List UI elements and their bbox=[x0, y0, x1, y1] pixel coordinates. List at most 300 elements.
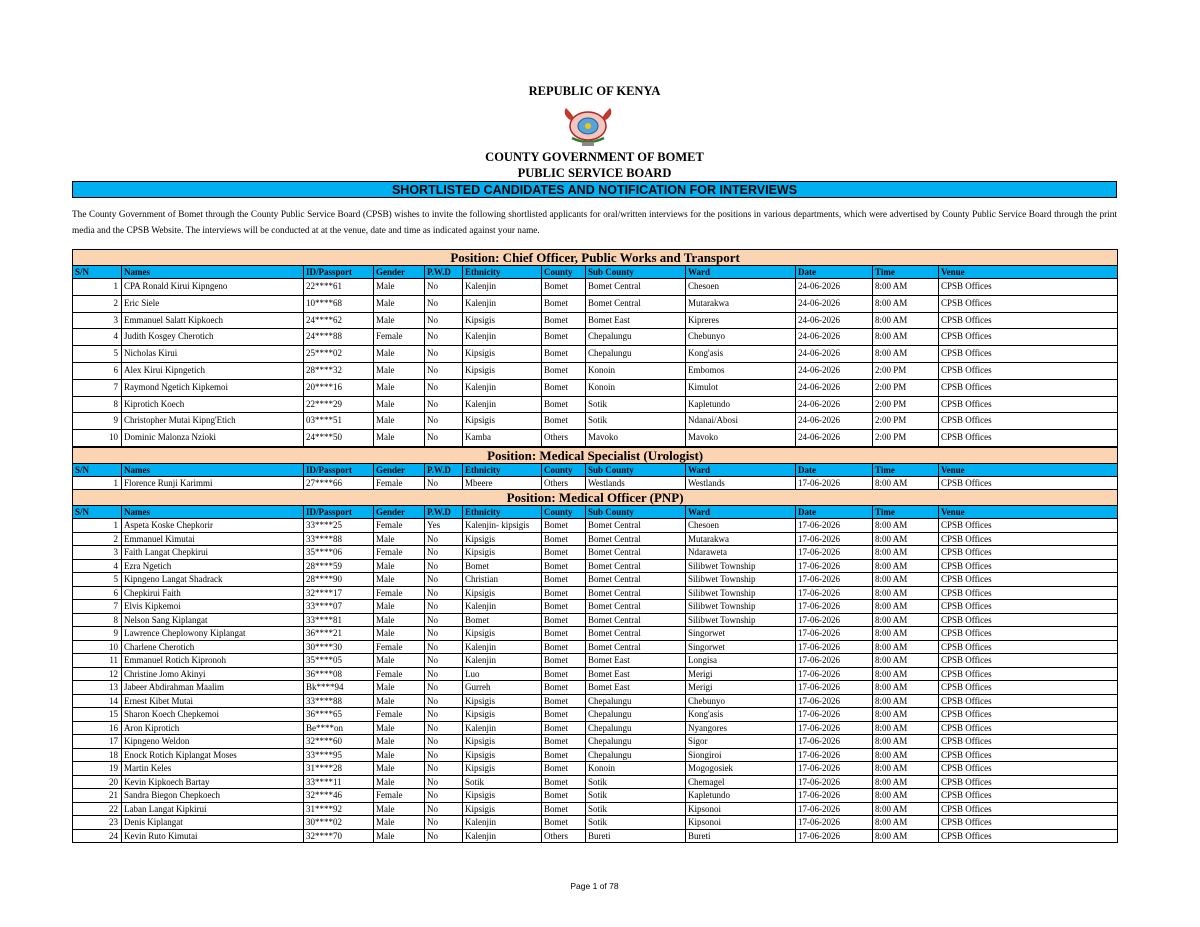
cell-venue: CPSB Offices bbox=[939, 640, 1118, 654]
cell-venue: CPSB Offices bbox=[939, 802, 1118, 816]
cell-date: 17-06-2026 bbox=[796, 775, 873, 789]
table-row bbox=[73, 829, 1118, 843]
column-header-date: Date bbox=[796, 464, 873, 477]
cell-id: 30****02 bbox=[304, 816, 374, 830]
cell-gender: Male bbox=[374, 279, 425, 296]
cell-date: 24-06-2026 bbox=[796, 329, 873, 346]
cell-county: Bomet bbox=[542, 613, 586, 627]
cell-ward: Silibwet Township bbox=[686, 559, 796, 573]
cell-venue: CPSB Offices bbox=[939, 613, 1118, 627]
cell-ethnicity: Sotik bbox=[463, 775, 542, 789]
cell-ethnicity: Kalenjin bbox=[463, 721, 542, 735]
column-header-venue: Venue bbox=[939, 266, 1118, 279]
cell-id: 20****16 bbox=[304, 379, 374, 396]
cell-id: 32****60 bbox=[304, 735, 374, 749]
cell-sn: 24 bbox=[73, 829, 122, 843]
cell-sn: 1 bbox=[73, 279, 122, 296]
cell-date: 17-06-2026 bbox=[796, 721, 873, 735]
cell-time: 8:00 AM bbox=[873, 816, 939, 830]
cell-county: Bomet bbox=[542, 519, 586, 533]
cell-id: 24****88 bbox=[304, 329, 374, 346]
cell-pwd: No bbox=[425, 829, 463, 843]
cell-ethnicity: Kipsigis bbox=[463, 627, 542, 641]
cell-name: CPA Ronald Kirui Kipngeno bbox=[122, 279, 304, 296]
cell-pwd: No bbox=[425, 532, 463, 546]
cell-sn: 15 bbox=[73, 708, 122, 722]
cell-name: Charlene Cherotich bbox=[122, 640, 304, 654]
cell-pwd: No bbox=[425, 477, 463, 491]
cell-id: 24****62 bbox=[304, 312, 374, 329]
cell-name: Kevin Ruto Kimutai bbox=[122, 829, 304, 843]
cell-pwd: No bbox=[425, 789, 463, 803]
cell-venue: CPSB Offices bbox=[939, 829, 1118, 843]
column-header-id: ID/Passport bbox=[304, 464, 374, 477]
table-row bbox=[73, 667, 1118, 681]
cell-subcounty: Bomet Central bbox=[586, 573, 686, 587]
cell-ethnicity: Kipsigis bbox=[463, 762, 542, 776]
cell-county: Bomet bbox=[542, 735, 586, 749]
cell-id: 33****95 bbox=[304, 748, 374, 762]
cell-id: 32****17 bbox=[304, 586, 374, 600]
cell-date: 17-06-2026 bbox=[796, 708, 873, 722]
cell-ward: Bureti bbox=[686, 829, 796, 843]
cell-subcounty: Sotik bbox=[586, 775, 686, 789]
cell-gender: Male bbox=[374, 802, 425, 816]
cell-county: Bomet bbox=[542, 627, 586, 641]
table-row bbox=[73, 295, 1118, 312]
cell-time: 8:00 AM bbox=[873, 789, 939, 803]
cell-subcounty: Bomet Central bbox=[586, 600, 686, 614]
table-row bbox=[73, 329, 1118, 346]
cell-pwd: No bbox=[425, 600, 463, 614]
position-title: Position: Chief Officer, Public Works and Transport bbox=[73, 250, 1118, 266]
cell-date: 24-06-2026 bbox=[796, 295, 873, 312]
table-row bbox=[73, 413, 1118, 430]
column-header-ethnicity: Ethnicity bbox=[463, 266, 542, 279]
cell-ethnicity: Kipsigis bbox=[463, 708, 542, 722]
cell-name: Nelson Sang Kiplangat bbox=[122, 613, 304, 627]
cell-pwd: No bbox=[425, 362, 463, 379]
cell-name: Kipngeno Weldon bbox=[122, 735, 304, 749]
cell-subcounty: Bomet Central bbox=[586, 532, 686, 546]
cell-time: 8:00 AM bbox=[873, 694, 939, 708]
cell-time: 8:00 AM bbox=[873, 748, 939, 762]
table-row bbox=[73, 362, 1118, 379]
cell-sn: 14 bbox=[73, 694, 122, 708]
cell-county: Bomet bbox=[542, 775, 586, 789]
cell-id: 28****32 bbox=[304, 362, 374, 379]
cell-gender: Male bbox=[374, 627, 425, 641]
cell-ward: Ndanai/Abosi bbox=[686, 413, 796, 430]
column-header-time: Time bbox=[873, 506, 939, 519]
cell-date: 17-06-2026 bbox=[796, 600, 873, 614]
table-row bbox=[73, 559, 1118, 573]
cell-sn: 18 bbox=[73, 748, 122, 762]
table-row bbox=[73, 546, 1118, 560]
cell-county: Bomet bbox=[542, 379, 586, 396]
cell-time: 8:00 AM bbox=[873, 667, 939, 681]
cell-pwd: No bbox=[425, 721, 463, 735]
cell-pwd: No bbox=[425, 762, 463, 776]
cell-sn: 7 bbox=[73, 600, 122, 614]
cell-id: 31****92 bbox=[304, 802, 374, 816]
column-header-ward: Ward bbox=[686, 464, 796, 477]
cell-time: 8:00 AM bbox=[873, 721, 939, 735]
cell-id: 33****88 bbox=[304, 532, 374, 546]
cell-pwd: No bbox=[425, 775, 463, 789]
table-row bbox=[73, 627, 1118, 641]
cell-county: Bomet bbox=[542, 532, 586, 546]
cell-id: 10****68 bbox=[304, 295, 374, 312]
cell-gender: Female bbox=[374, 708, 425, 722]
cell-date: 17-06-2026 bbox=[796, 735, 873, 749]
cell-id: Be****on bbox=[304, 721, 374, 735]
cell-pwd: No bbox=[425, 279, 463, 296]
column-header-row bbox=[73, 266, 1118, 279]
column-header-county: County bbox=[542, 506, 586, 519]
cell-id: 22****61 bbox=[304, 279, 374, 296]
table-row bbox=[73, 312, 1118, 329]
cell-county: Bomet bbox=[542, 802, 586, 816]
cell-gender: Male bbox=[374, 312, 425, 329]
cell-venue: CPSB Offices bbox=[939, 627, 1118, 641]
cell-venue: CPSB Offices bbox=[939, 312, 1118, 329]
cell-subcounty: Mavoko bbox=[586, 430, 686, 447]
cell-subcounty: Sotik bbox=[586, 802, 686, 816]
cell-time: 8:00 AM bbox=[873, 573, 939, 587]
cell-pwd: No bbox=[425, 346, 463, 363]
cell-sn: 6 bbox=[73, 586, 122, 600]
cell-name: Lawrence Cheplowony Kiplangat bbox=[122, 627, 304, 641]
cell-time: 2:00 PM bbox=[873, 362, 939, 379]
cell-subcounty: Chepalungu bbox=[586, 346, 686, 363]
cell-date: 17-06-2026 bbox=[796, 829, 873, 843]
cell-ward: Mutarakwa bbox=[686, 532, 796, 546]
cell-name: Martin Keles bbox=[122, 762, 304, 776]
table-row bbox=[73, 519, 1118, 533]
column-header-row bbox=[73, 506, 1118, 519]
cell-subcounty: Bomet Central bbox=[586, 586, 686, 600]
cell-county: Bomet bbox=[542, 346, 586, 363]
column-header-pwd: P.W.D bbox=[425, 266, 463, 279]
cell-subcounty: Bomet East bbox=[586, 681, 686, 695]
cell-date: 17-06-2026 bbox=[796, 477, 873, 491]
cell-gender: Female bbox=[374, 586, 425, 600]
cell-time: 2:00 PM bbox=[873, 396, 939, 413]
cell-pwd: Yes bbox=[425, 519, 463, 533]
column-header-time: Time bbox=[873, 266, 939, 279]
cell-gender: Male bbox=[374, 694, 425, 708]
cell-id: Bk****94 bbox=[304, 681, 374, 695]
cell-date: 24-06-2026 bbox=[796, 430, 873, 447]
cell-date: 17-06-2026 bbox=[796, 789, 873, 803]
cell-sn: 3 bbox=[73, 546, 122, 560]
cell-subcounty: Bomet Central bbox=[586, 627, 686, 641]
cell-pwd: No bbox=[425, 379, 463, 396]
cell-id: 33****11 bbox=[304, 775, 374, 789]
cell-venue: CPSB Offices bbox=[939, 735, 1118, 749]
cell-pwd: No bbox=[425, 816, 463, 830]
cell-sn: 3 bbox=[73, 312, 122, 329]
cell-id: 24****50 bbox=[304, 430, 374, 447]
cell-venue: CPSB Offices bbox=[939, 295, 1118, 312]
cell-subcounty: Bomet Central bbox=[586, 519, 686, 533]
cell-sn: 13 bbox=[73, 681, 122, 695]
cell-ethnicity: Kalenjin bbox=[463, 640, 542, 654]
table-row bbox=[73, 346, 1118, 363]
cell-ward: Kong'asis bbox=[686, 346, 796, 363]
column-header-ward: Ward bbox=[686, 266, 796, 279]
cell-date: 24-06-2026 bbox=[796, 312, 873, 329]
column-header-ethnicity: Ethnicity bbox=[463, 506, 542, 519]
cell-ward: Westlands bbox=[686, 477, 796, 491]
cell-sn: 6 bbox=[73, 362, 122, 379]
cell-id: 33****25 bbox=[304, 519, 374, 533]
cell-pwd: No bbox=[425, 413, 463, 430]
cell-venue: CPSB Offices bbox=[939, 667, 1118, 681]
cell-sn: 8 bbox=[73, 613, 122, 627]
cell-ward: Mavoko bbox=[686, 430, 796, 447]
cell-county: Bomet bbox=[542, 789, 586, 803]
cell-subcounty: Chepalungu bbox=[586, 694, 686, 708]
cell-county: Others bbox=[542, 829, 586, 843]
cell-date: 17-06-2026 bbox=[796, 681, 873, 695]
position-title: Position: Medical Specialist (Urologist) bbox=[73, 448, 1118, 464]
cell-time: 8:00 AM bbox=[873, 586, 939, 600]
cell-pwd: No bbox=[425, 312, 463, 329]
cell-name: Enock Rotich Kiplangat Moses bbox=[122, 748, 304, 762]
position-row bbox=[73, 250, 1118, 266]
cell-county: Bomet bbox=[542, 295, 586, 312]
cell-date: 17-06-2026 bbox=[796, 519, 873, 533]
table-row bbox=[73, 762, 1118, 776]
cell-gender: Female bbox=[374, 477, 425, 491]
county-heading: COUNTY GOVERNMENT OF BOMET bbox=[485, 150, 704, 164]
cell-pwd: No bbox=[425, 329, 463, 346]
table-row bbox=[73, 802, 1118, 816]
cell-time: 8:00 AM bbox=[873, 802, 939, 816]
cell-ethnicity: Kalenjin- kipsigis bbox=[463, 519, 542, 533]
cell-time: 2:00 PM bbox=[873, 430, 939, 447]
cell-pwd: No bbox=[425, 559, 463, 573]
column-header-venue: Venue bbox=[939, 506, 1118, 519]
cell-venue: CPSB Offices bbox=[939, 430, 1118, 447]
cell-subcounty: Sotik bbox=[586, 396, 686, 413]
cell-name: Emmanuel Salatt Kipkoech bbox=[122, 312, 304, 329]
cell-id: 30****30 bbox=[304, 640, 374, 654]
cell-name: Aspeta Koske Chepkorir bbox=[122, 519, 304, 533]
cell-sn: 12 bbox=[73, 667, 122, 681]
cell-ward: Kapletundo bbox=[686, 396, 796, 413]
cell-ethnicity: Kalenjin bbox=[463, 379, 542, 396]
cell-ethnicity: Kamba bbox=[463, 430, 542, 447]
cell-venue: CPSB Offices bbox=[939, 362, 1118, 379]
cell-ward: Nyangores bbox=[686, 721, 796, 735]
cell-sn: 5 bbox=[73, 346, 122, 363]
cell-pwd: No bbox=[425, 667, 463, 681]
column-header-sn: S/N bbox=[73, 506, 122, 519]
cell-county: Others bbox=[542, 477, 586, 491]
cell-venue: CPSB Offices bbox=[939, 477, 1118, 491]
cell-ward: Chemagel bbox=[686, 775, 796, 789]
cell-ward: Silibwet Township bbox=[686, 613, 796, 627]
candidates-table-2 bbox=[72, 447, 1118, 491]
cell-pwd: No bbox=[425, 586, 463, 600]
cell-date: 24-06-2026 bbox=[796, 279, 873, 296]
candidates-table-1 bbox=[72, 249, 1118, 447]
cell-date: 17-06-2026 bbox=[796, 802, 873, 816]
cell-venue: CPSB Offices bbox=[939, 519, 1118, 533]
cell-name: Raymond Ngetich Kipkemoi bbox=[122, 379, 304, 396]
cell-pwd: No bbox=[425, 708, 463, 722]
cell-subcounty: Chepalungu bbox=[586, 329, 686, 346]
candidates-table-3 bbox=[72, 489, 1118, 843]
cell-name: Christopher Mutai Kipng'Etich bbox=[122, 413, 304, 430]
cell-venue: CPSB Offices bbox=[939, 559, 1118, 573]
column-header-name: Names bbox=[122, 464, 304, 477]
cell-venue: CPSB Offices bbox=[939, 413, 1118, 430]
cell-date: 24-06-2026 bbox=[796, 346, 873, 363]
cell-sn: 8 bbox=[73, 396, 122, 413]
position-title: Position: Medical Officer (PNP) bbox=[73, 490, 1118, 506]
cell-pwd: No bbox=[425, 430, 463, 447]
column-header-ward: Ward bbox=[686, 506, 796, 519]
cell-ward: Chebunyo bbox=[686, 694, 796, 708]
cell-venue: CPSB Offices bbox=[939, 694, 1118, 708]
cell-gender: Male bbox=[374, 654, 425, 668]
cell-gender: Male bbox=[374, 346, 425, 363]
cell-subcounty: Bomet Central bbox=[586, 613, 686, 627]
cell-venue: CPSB Offices bbox=[939, 379, 1118, 396]
column-header-time: Time bbox=[873, 464, 939, 477]
cell-date: 17-06-2026 bbox=[796, 573, 873, 587]
cell-county: Bomet bbox=[542, 600, 586, 614]
cell-id: 36****65 bbox=[304, 708, 374, 722]
cell-subcounty: Bomet East bbox=[586, 654, 686, 668]
cell-county: Bomet bbox=[542, 708, 586, 722]
cell-venue: CPSB Offices bbox=[939, 279, 1118, 296]
cell-id: 32****46 bbox=[304, 789, 374, 803]
cell-subcounty: Chepalungu bbox=[586, 708, 686, 722]
cell-gender: Male bbox=[374, 532, 425, 546]
cell-subcounty: Bomet East bbox=[586, 667, 686, 681]
cell-ethnicity: Kalenjin bbox=[463, 829, 542, 843]
cell-time: 8:00 AM bbox=[873, 654, 939, 668]
cell-ethnicity: Kipsigis bbox=[463, 802, 542, 816]
cell-date: 24-06-2026 bbox=[796, 413, 873, 430]
table-row bbox=[73, 721, 1118, 735]
cell-subcounty: Sotik bbox=[586, 789, 686, 803]
position-row bbox=[73, 490, 1118, 506]
cell-ward: Longisa bbox=[686, 654, 796, 668]
cell-ethnicity: Kipsigis bbox=[463, 413, 542, 430]
cell-gender: Male bbox=[374, 681, 425, 695]
column-header-county: County bbox=[542, 464, 586, 477]
table-row bbox=[73, 379, 1118, 396]
cell-ethnicity: Luo bbox=[463, 667, 542, 681]
cell-ward: Merigi bbox=[686, 667, 796, 681]
cell-date: 17-06-2026 bbox=[796, 613, 873, 627]
cell-county: Bomet bbox=[542, 640, 586, 654]
cell-gender: Male bbox=[374, 613, 425, 627]
cell-time: 8:00 AM bbox=[873, 477, 939, 491]
cell-gender: Female bbox=[374, 640, 425, 654]
column-header-name: Names bbox=[122, 266, 304, 279]
column-header-date: Date bbox=[796, 266, 873, 279]
cell-id: 35****06 bbox=[304, 546, 374, 560]
cell-ethnicity: Kipsigis bbox=[463, 735, 542, 749]
cell-time: 8:00 AM bbox=[873, 775, 939, 789]
cell-name: Sandra Biegon Chepkoech bbox=[122, 789, 304, 803]
cell-time: 8:00 AM bbox=[873, 546, 939, 560]
cell-county: Bomet bbox=[542, 546, 586, 560]
cell-ethnicity: Kipsigis bbox=[463, 586, 542, 600]
cell-time: 8:00 AM bbox=[873, 559, 939, 573]
cell-venue: CPSB Offices bbox=[939, 546, 1118, 560]
cell-time: 8:00 AM bbox=[873, 312, 939, 329]
cell-venue: CPSB Offices bbox=[939, 762, 1118, 776]
cell-subcounty: Konoin bbox=[586, 362, 686, 379]
cell-date: 17-06-2026 bbox=[796, 546, 873, 560]
cell-county: Bomet bbox=[542, 329, 586, 346]
table-row bbox=[73, 640, 1118, 654]
cell-subcounty: Chepalungu bbox=[586, 735, 686, 749]
cell-pwd: No bbox=[425, 748, 463, 762]
cell-time: 2:00 PM bbox=[873, 413, 939, 430]
table-row bbox=[73, 816, 1118, 830]
cell-ethnicity: Kalenjin bbox=[463, 396, 542, 413]
cell-sn: 7 bbox=[73, 379, 122, 396]
cell-sn: 2 bbox=[73, 295, 122, 312]
cell-gender: Male bbox=[374, 362, 425, 379]
cell-pwd: No bbox=[425, 546, 463, 560]
cell-date: 17-06-2026 bbox=[796, 586, 873, 600]
cell-sn: 1 bbox=[73, 477, 122, 491]
cell-pwd: No bbox=[425, 613, 463, 627]
cell-date: 17-06-2026 bbox=[796, 532, 873, 546]
cell-ethnicity: Kalenjin bbox=[463, 600, 542, 614]
cell-subcounty: Chepalungu bbox=[586, 748, 686, 762]
column-header-name: Names bbox=[122, 506, 304, 519]
cell-sn: 22 bbox=[73, 802, 122, 816]
cell-ward: Sigor bbox=[686, 735, 796, 749]
cell-subcounty: Bomet Central bbox=[586, 559, 686, 573]
cell-ethnicity: Mbeere bbox=[463, 477, 542, 491]
cell-venue: CPSB Offices bbox=[939, 532, 1118, 546]
cell-ward: Embomos bbox=[686, 362, 796, 379]
cell-time: 8:00 AM bbox=[873, 613, 939, 627]
cell-gender: Male bbox=[374, 559, 425, 573]
cell-date: 24-06-2026 bbox=[796, 379, 873, 396]
cell-name: Kiprotich Koech bbox=[122, 396, 304, 413]
cell-id: 33****07 bbox=[304, 600, 374, 614]
table-row bbox=[73, 708, 1118, 722]
cell-sn: 4 bbox=[73, 559, 122, 573]
cell-sn: 9 bbox=[73, 413, 122, 430]
cell-county: Bomet bbox=[542, 413, 586, 430]
cell-subcounty: Westlands bbox=[586, 477, 686, 491]
cell-date: 24-06-2026 bbox=[796, 362, 873, 379]
cell-county: Bomet bbox=[542, 279, 586, 296]
cell-gender: Male bbox=[374, 573, 425, 587]
cell-name: Chepkirui Faith bbox=[122, 586, 304, 600]
cell-ward: Singorwet bbox=[686, 627, 796, 641]
cell-subcounty: Chepalungu bbox=[586, 721, 686, 735]
cell-pwd: No bbox=[425, 573, 463, 587]
board-heading: PUBLIC SERVICE BOARD bbox=[517, 166, 672, 180]
cell-county: Others bbox=[542, 430, 586, 447]
cell-county: Bomet bbox=[542, 721, 586, 735]
